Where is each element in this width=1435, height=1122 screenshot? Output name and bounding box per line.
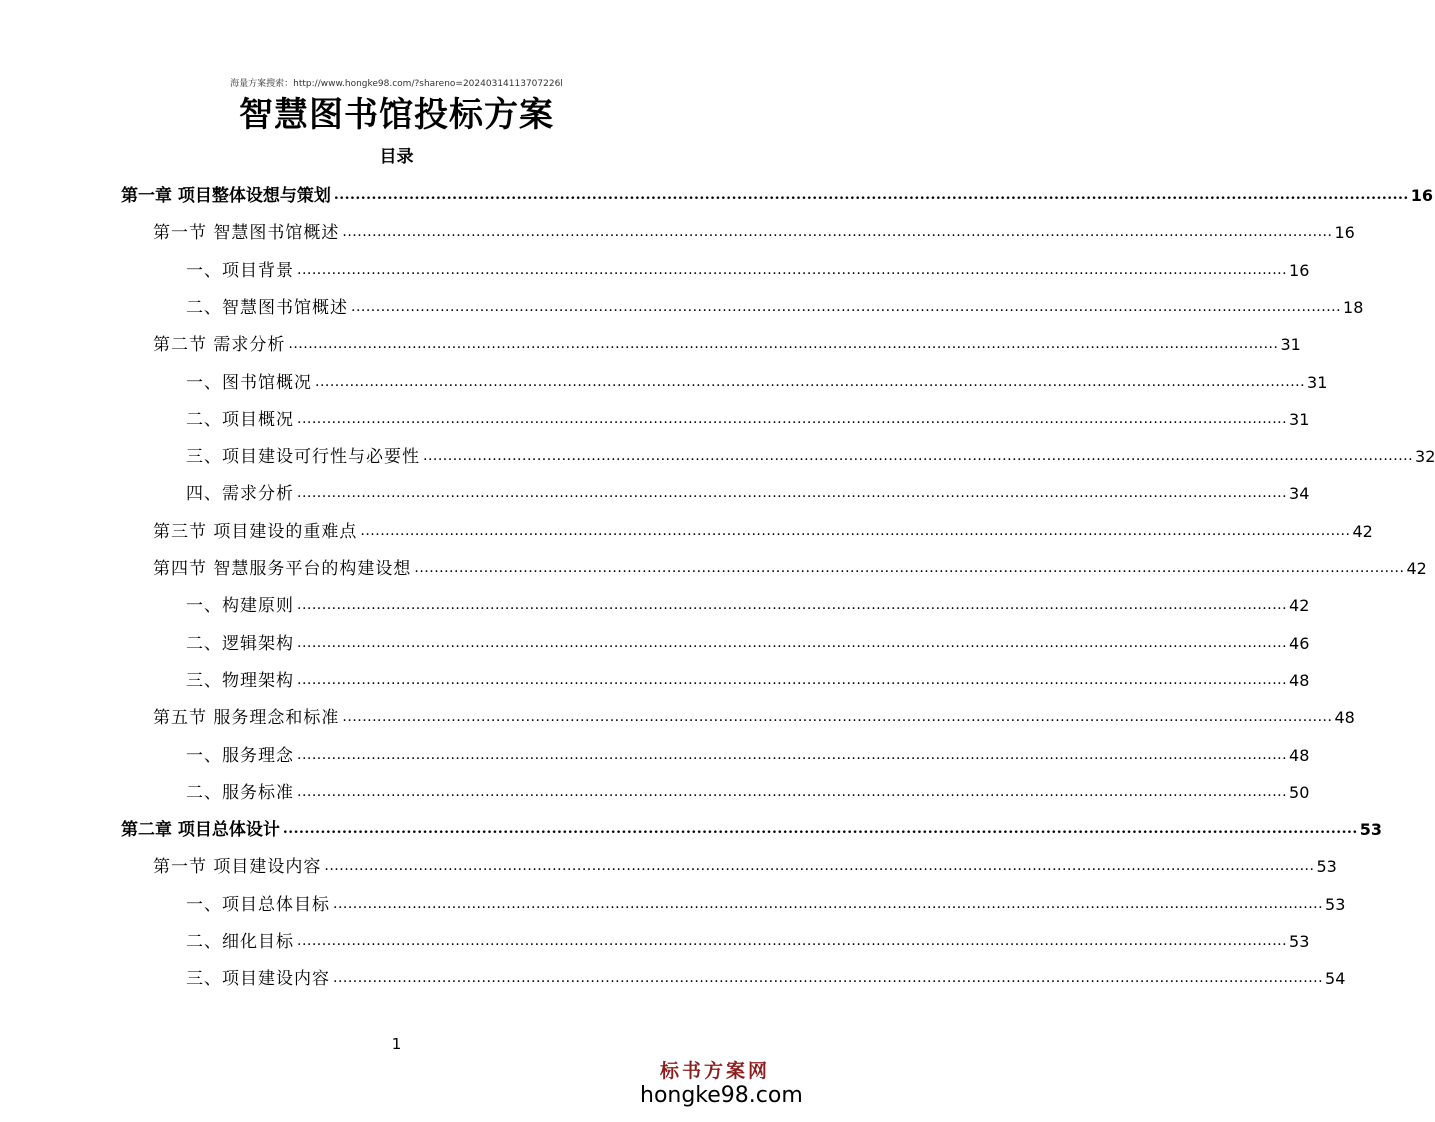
toc-dot-leader: ........................................................................................................................................................................................................ [423,448,1414,465]
toc-entry-page: 48 [1289,745,1310,765]
toc-entry[interactable] [186,289,1364,319]
toc-entry-page: 16 [1289,260,1310,280]
toc-entry-label: 一、构建原则 [186,596,294,617]
toc-entry-page: 18 [1343,297,1364,317]
toc-entry[interactable] [153,513,1373,543]
toc-entry-label: 一、项目背景 [186,260,294,281]
toc-entry-page: 53 [1316,857,1337,877]
toc-dot-leader: ........................................................................................................................................................................................................ [342,709,1333,726]
toc-dot-leader: ........................................................................................................................................................................................................ [297,933,1288,949]
toc-entry-label: 一、服务理念 [186,745,294,766]
toc-entry[interactable] [186,960,1346,990]
toc-entry-page: 54 [1325,969,1346,989]
toc-entry-page: 34 [1289,484,1310,504]
toc-dot-leader: ........................................................................................................................................................................................................ [297,671,1288,688]
toc-entry-label: 一、图书馆概况 [186,372,312,393]
toc-entry-page: 31 [1307,372,1328,392]
watermark-chinese-text: 标书方案网 [659,1060,770,1082]
toc-entry[interactable] [186,438,1435,468]
toc-dot-leader: ........................................................................................................................................................................................................ [342,224,1333,241]
toc-dot-leader: ........................................................................................................................................................................................................ [315,373,1306,390]
site-watermark [640,1060,803,1108]
toc-entry-page: 31 [1289,409,1310,429]
toc-entry-label: 第四节 智慧服务平台的构建设想 [153,559,412,579]
toc-entry-label: 三、项目建设内容 [186,969,330,990]
toc-entry-page: 42 [1352,521,1373,541]
toc-entry[interactable] [186,625,1310,655]
toc-dot-leader: ........................................................................................................................................................................................................ [297,410,1288,427]
toc-entry[interactable] [153,214,1355,244]
toc-entry-page: 53 [1359,820,1382,840]
toc-entry-label: 二、逻辑架构 [186,633,294,654]
toc-entry[interactable] [186,662,1310,692]
toc-entry[interactable] [186,252,1310,282]
toc-entry-label: 第一节 项目建设内容 [153,857,322,878]
toc-entry-label: 第五节 服务理念和标准 [153,708,340,729]
toc-entry-page: 53 [1289,932,1310,951]
toc-entry[interactable] [153,699,1355,729]
toc-dot-leader: ........................................................................................................................................................................................................ [297,485,1288,502]
toc-entry-label: 二、服务标准 [186,782,294,803]
watermark-domain-text: hongke98.com [640,1083,803,1108]
toc-dot-leader: ........................................................................................................................................................................................................ [333,187,1409,203]
toc-entry-label: 第二节 需求分析 [153,335,286,356]
toc-entry[interactable] [121,811,1382,841]
toc-entry-label: 第三节 项目建设的重难点 [153,521,358,542]
toc-entry[interactable] [153,550,1427,580]
toc-entry[interactable] [186,737,1310,767]
toc-entry-label: 二、项目概况 [186,409,294,430]
toc-entry-page: 48 [1289,670,1310,690]
toc-entry[interactable] [153,848,1337,878]
toc-dot-leader: ........................................................................................................................................................................................................ [297,597,1288,614]
toc-dot-leader: ........................................................................................................................................................................................................ [288,336,1279,353]
toc-entry-page: 16 [1334,223,1355,243]
toc-entry-page: 31 [1280,335,1301,355]
toc-entry[interactable] [186,587,1310,617]
toc-dot-leader: ........................................................................................................................................................................................................ [351,298,1342,315]
toc-dot-leader: ........................................................................................................................................................................................................ [297,634,1288,651]
header-source-note: 海量方案搜索：http://www.hongke98.com/?shareno=20240314113707226l [230,79,563,89]
toc-entry[interactable] [186,886,1346,916]
toc-entry-page: 50 [1289,782,1310,802]
toc-entry-page: 32 [1415,447,1435,467]
toc-entry-label: 第二章 项目总体设计 [121,820,280,841]
toc-dot-leader: ........................................................................................................................................................................................................ [297,783,1288,800]
toc-dot-leader: ........................................................................................................................................................................................................ [282,821,1358,838]
toc-entry-page: 42 [1289,596,1310,616]
toc-entry-label: 第一节 智慧图书馆概述 [153,223,340,244]
toc-entry-page: 42 [1406,559,1427,578]
toc-entry[interactable] [186,774,1310,804]
toc-entry[interactable] [186,401,1310,431]
toc-dot-leader: ........................................................................................................................................................................................................ [333,895,1324,912]
toc-entry-label: 一、项目总体目标 [186,894,330,915]
toc-dot-leader: ........................................................................................................................................................................................................ [360,522,1351,539]
toc-dot-leader: ........................................................................................................................................................................................................ [324,858,1315,875]
toc-entry[interactable] [121,177,1433,207]
toc-entry[interactable] [153,326,1301,356]
toc-entry-page: 16 [1410,186,1433,205]
document-title: 智慧图书馆投标方案 [239,95,554,135]
toc-entry-page: 46 [1289,633,1310,653]
toc-entry-label: 三、项目建设可行性与必要性 [186,447,420,468]
toc-dot-leader: ........................................................................................................................................................................................................ [297,746,1288,763]
toc-dot-leader: ........................................................................................................................................................................................................ [414,560,1405,576]
toc-entry-page: 53 [1325,894,1346,914]
toc-entry-label: 三、物理架构 [186,670,294,691]
toc-entry-label: 二、智慧图书馆概述 [186,297,348,318]
toc-entry-label: 二、细化目标 [186,932,294,952]
toc-dot-leader: ........................................................................................................................................................................................................ [333,970,1324,987]
toc-entry[interactable] [186,923,1310,953]
toc-entry[interactable] [186,364,1328,394]
toc-heading: 目录 [379,147,414,167]
toc-entry[interactable] [186,475,1310,505]
toc-entry-label: 第一章 项目整体设想与策划 [121,186,331,206]
toc-entry-page: 48 [1334,708,1355,728]
page-number: 1 [391,1035,402,1053]
toc-entry-label: 四、需求分析 [186,484,294,505]
toc-dot-leader: ........................................................................................................................................................................................................ [297,261,1288,278]
